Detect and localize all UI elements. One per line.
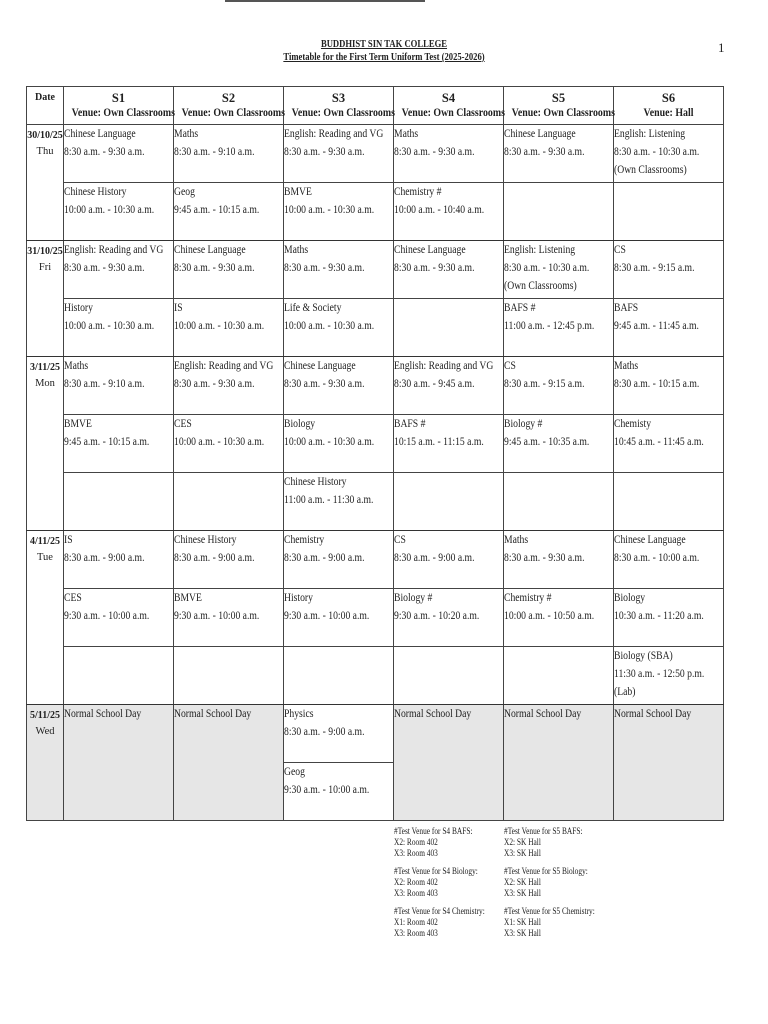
subject-name: Chemisty: [614, 418, 652, 430]
exam-time: 8:30 a.m. - 9:00 a.m.: [284, 552, 365, 564]
exam-time: 10:45 a.m. - 11:45 a.m.: [614, 436, 704, 448]
subject-name: History: [284, 592, 313, 604]
level-header: S4 Venue: Own Classrooms: [394, 87, 504, 125]
s5-venue-notes: [504, 826, 595, 946]
subject-name: Life & Society: [284, 302, 342, 314]
exam-time: 8:30 a.m. - 9:15 a.m.: [504, 378, 585, 390]
weekday-value: Thu: [36, 146, 54, 157]
subject-name: Geog: [284, 766, 305, 778]
weekday-value: Mon: [35, 378, 55, 389]
subject-name: English: Reading and VG: [174, 360, 274, 372]
exam-cell: [174, 647, 284, 705]
level-header: S2 Venue: Own Classrooms: [174, 87, 284, 125]
timetable-row: [27, 241, 724, 299]
subject-name: Biology #: [504, 418, 543, 430]
weekday-value: Fri: [38, 262, 52, 273]
exam-time: 9:45 a.m. - 10:15 a.m.: [64, 436, 150, 448]
exam-cell: [394, 357, 504, 415]
timetable-row: [27, 299, 724, 357]
exam-cell: [394, 589, 504, 647]
exam-cell: [284, 589, 394, 647]
exam-cell: [64, 125, 174, 183]
exam-time: 8:30 a.m. - 9:00 a.m.: [174, 552, 255, 564]
exam-cell: [174, 241, 284, 299]
exam-cell: [174, 473, 284, 531]
weekday-value: Wed: [35, 726, 55, 737]
exam-cell: [174, 183, 284, 241]
subject-name: Chinese Language: [504, 128, 576, 140]
subject-name: Biology: [284, 418, 316, 430]
exam-cell: [284, 183, 394, 241]
note-s5-chemistry: #Test Venue for S5 Chemistry: X1: SK Hall X3: SK Hall: [504, 906, 595, 938]
subject-name: Chinese Language: [64, 128, 136, 140]
exam-cell: [504, 299, 614, 357]
exam-cell: [284, 241, 394, 299]
exam-cell: [504, 357, 614, 415]
timetable-row: [27, 415, 724, 473]
exam-cell: [64, 589, 174, 647]
exam-cell: [614, 647, 724, 705]
normal-school-day-cell: [504, 705, 614, 821]
exam-time: 8:30 a.m. - 9:30 a.m.: [284, 262, 365, 274]
exam-cell: [614, 241, 724, 299]
exam-time: 9:30 a.m. - 10:20 a.m.: [394, 610, 480, 622]
subject-name: English: Reading and VG: [64, 244, 164, 256]
date-cell: [27, 125, 64, 241]
exam-time: 9:45 a.m. - 10:35 a.m.: [504, 436, 590, 448]
subject-name: Chinese History: [284, 476, 347, 488]
exam-cell: [64, 647, 174, 705]
subject-name: English: Listening: [614, 128, 686, 140]
subject-name: Chinese Language: [174, 244, 246, 256]
note-s5-bafs: #Test Venue for S5 BAFS: X2: SK Hall X3: SK Hall: [504, 826, 583, 858]
exam-time: 8:30 a.m. - 9:10 a.m.: [174, 146, 255, 158]
exam-cell: [394, 299, 504, 357]
subject-name: BMVE: [284, 186, 312, 198]
date-cell: [27, 705, 64, 821]
subject-name: Maths: [394, 128, 419, 140]
exam-time: 10:00 a.m. - 10:30 a.m.: [284, 320, 375, 332]
exam-cell: [504, 647, 614, 705]
subject-name: Physics: [284, 708, 314, 720]
exam-time: 8:30 a.m. - 9:30 a.m.: [284, 378, 365, 390]
exam-time: 9:30 a.m. - 10:00 a.m.: [174, 610, 260, 622]
subject-name: CS: [394, 534, 406, 546]
note-s4-biology: #Test Venue for S4 Biology: X2: Room 402 X3: Room 403: [394, 866, 478, 898]
normal-school-day-label: Normal School Day: [394, 708, 472, 720]
date-value: 30/10/25: [27, 130, 63, 141]
timetable-body: [27, 125, 724, 821]
subject-name: English: Reading and VG: [284, 128, 384, 140]
exam-time: 9:30 a.m. - 10:00 a.m.: [64, 610, 150, 622]
exam-cell: [64, 531, 174, 589]
timetable-row: [27, 125, 724, 183]
subject-name: Chinese History: [174, 534, 237, 546]
exam-cell: [504, 473, 614, 531]
date-value: 5/11/25: [29, 710, 60, 721]
exam-time: 9:30 a.m. - 10:00 a.m.: [284, 610, 370, 622]
exam-cell: [284, 705, 394, 763]
timetable-row: [27, 589, 724, 647]
subject-name: BAFS #: [504, 302, 536, 314]
timetable-row: [27, 531, 724, 589]
exam-cell: [504, 531, 614, 589]
exam-cell: [64, 299, 174, 357]
exam-cell: [174, 415, 284, 473]
subject-name: CES: [64, 592, 82, 604]
note-s5-biology: #Test Venue for S5 Biology: X2: SK Hall X3: SK Hall: [504, 866, 588, 898]
exam-cell: [284, 473, 394, 531]
exam-cell: [394, 531, 504, 589]
exam-cell: [504, 415, 614, 473]
exam-time: 8:30 a.m. - 9:00 a.m.: [394, 552, 475, 564]
scan-top-edge: [225, 0, 425, 2]
exam-cell: [504, 183, 614, 241]
normal-school-day-cell: [174, 705, 284, 821]
exam-cell: [614, 589, 724, 647]
exam-time: 8:30 a.m. - 9:30 a.m.: [394, 262, 475, 274]
subject-name: BMVE: [174, 592, 202, 604]
exam-time: 8:30 a.m. - 9:45 a.m.: [394, 378, 475, 390]
date-value: 3/11/25: [29, 362, 60, 373]
subject-name: Maths: [504, 534, 529, 546]
exam-cell: [64, 183, 174, 241]
exam-time: 10:00 a.m. - 10:50 a.m.: [504, 610, 595, 622]
subject-name: Chemistry #: [394, 186, 442, 198]
level-header: S1 Venue: Own Classrooms: [64, 87, 174, 125]
level-header: S5 Venue: Own Classrooms: [504, 87, 614, 125]
subject-name: Geog: [174, 186, 195, 198]
exam-time: 8:30 a.m. - 9:30 a.m.: [504, 552, 585, 564]
level-header: S6 Venue: Hall: [614, 87, 724, 125]
s4-venue-notes: [394, 826, 485, 946]
exam-time: 8:30 a.m. - 9:15 a.m.: [614, 262, 695, 274]
exam-time: 8:30 a.m. - 9:30 a.m.: [174, 262, 255, 274]
exam-venue-note: (Lab): [614, 686, 636, 698]
date-value: 4/11/25: [29, 536, 60, 547]
exam-time: 10:00 a.m. - 10:30 a.m.: [174, 436, 265, 448]
exam-time: 8:30 a.m. - 9:00 a.m.: [284, 726, 365, 738]
exam-time: 8:30 a.m. - 9:10 a.m.: [64, 378, 145, 390]
exam-cell: [394, 183, 504, 241]
date-cell: [27, 241, 64, 357]
timetable-row: [27, 357, 724, 415]
subject-name: CES: [174, 418, 192, 430]
exam-cell: [614, 183, 724, 241]
normal-school-day-label: Normal School Day: [174, 708, 252, 720]
exam-cell: [614, 531, 724, 589]
exam-cell: [174, 531, 284, 589]
normal-school-day-cell: [614, 705, 724, 821]
exam-cell: [64, 415, 174, 473]
exam-cell: [284, 415, 394, 473]
exam-cell: [64, 357, 174, 415]
subject-name: Biology: [614, 592, 646, 604]
subject-name: BAFS: [614, 302, 639, 314]
timetable-row: [27, 183, 724, 241]
timetable-row: [27, 705, 724, 763]
exam-time: 8:30 a.m. - 10:30 a.m.: [614, 146, 700, 158]
exam-time: 8:30 a.m. - 10:00 a.m.: [614, 552, 700, 564]
exam-time: 9:45 a.m. - 10:15 a.m.: [174, 204, 260, 216]
exam-time: 10:00 a.m. - 10:30 a.m.: [284, 204, 375, 216]
exam-time: 8:30 a.m. - 9:30 a.m.: [64, 146, 145, 158]
normal-school-day-cell: [394, 705, 504, 821]
subject-name: Chinese Language: [614, 534, 686, 546]
subject-name: Chinese Language: [394, 244, 466, 256]
exam-venue-note: (Own Classrooms): [614, 164, 687, 176]
subject-name: Maths: [64, 360, 89, 372]
subject-name: IS: [174, 302, 183, 314]
exam-cell: [614, 415, 724, 473]
page-number: 1: [718, 40, 725, 55]
normal-school-day-label: Normal School Day: [614, 708, 692, 720]
exam-time: 8:30 a.m. - 9:30 a.m.: [64, 262, 145, 274]
subject-name: History: [64, 302, 93, 314]
exam-time: 8:30 a.m. - 9:30 a.m.: [394, 146, 475, 158]
subject-name: English: Listening: [504, 244, 576, 256]
date-cell: [27, 357, 64, 531]
exam-cell: [394, 241, 504, 299]
normal-school-day-label: Normal School Day: [504, 708, 582, 720]
subject-name: CS: [614, 244, 626, 256]
subject-name: Chinese Language: [284, 360, 356, 372]
exam-cell: [174, 299, 284, 357]
exam-cell: [504, 241, 614, 299]
exam-time: 8:30 a.m. - 10:15 a.m.: [614, 378, 700, 390]
timetable-row: [27, 647, 724, 705]
subject-name: Maths: [284, 244, 309, 256]
subject-name: BAFS #: [394, 418, 426, 430]
exam-time: 9:30 a.m. - 10:00 a.m.: [284, 784, 370, 796]
subject-name: BMVE: [64, 418, 92, 430]
exam-cell: [284, 357, 394, 415]
exam-cell: [394, 415, 504, 473]
subject-name: Biology (SBA): [614, 650, 673, 662]
subject-name: Chemistry: [284, 534, 325, 546]
timetable: [26, 86, 724, 821]
document-title-block: [69, 38, 699, 64]
exam-cell: [284, 299, 394, 357]
exam-cell: [614, 299, 724, 357]
exam-time: 11:00 a.m. - 11:30 a.m.: [284, 494, 374, 506]
exam-cell: [504, 125, 614, 183]
exam-time: 10:15 a.m. - 11:15 a.m.: [394, 436, 484, 448]
subject-name: Maths: [174, 128, 199, 140]
weekday-value: Tue: [37, 552, 53, 563]
subject-name: Maths: [614, 360, 639, 372]
exam-cell: [284, 531, 394, 589]
timetable-title: Timetable for the First Term Uniform Test (2025-2026): [283, 52, 485, 63]
exam-cell: [394, 125, 504, 183]
note-s4-bafs: #Test Venue for S4 BAFS: X2: Room 402 X3: Room 403: [394, 826, 473, 858]
exam-time: 8:30 a.m. - 10:30 a.m.: [504, 262, 590, 274]
subject-name: Chinese History: [64, 186, 127, 198]
normal-school-day-label: Normal School Day: [64, 708, 142, 720]
subject-name: Chemistry #: [504, 592, 552, 604]
exam-venue-note: (Own Classrooms): [504, 280, 577, 292]
subject-name: CS: [504, 360, 516, 372]
exam-time: 10:00 a.m. - 10:30 a.m.: [64, 320, 155, 332]
exam-time: 8:30 a.m. - 9:30 a.m.: [174, 378, 255, 390]
exam-time: 8:30 a.m. - 9:30 a.m.: [504, 146, 585, 158]
note-s4-chemistry: #Test Venue for S4 Chemistry: X1: Room 402 X3: Room 403: [394, 906, 485, 938]
exam-cell: [284, 647, 394, 705]
exam-cell: [64, 241, 174, 299]
exam-cell: [394, 647, 504, 705]
exam-time: 9:45 a.m. - 11:45 a.m.: [614, 320, 699, 332]
exam-cell: [174, 589, 284, 647]
exam-cell: [64, 473, 174, 531]
exam-cell: [614, 473, 724, 531]
subject-name: IS: [64, 534, 73, 546]
header-row: [27, 87, 724, 125]
exam-time: 10:00 a.m. - 10:30 a.m.: [64, 204, 155, 216]
date-cell: [27, 531, 64, 705]
exam-time: 8:30 a.m. - 9:30 a.m.: [284, 146, 365, 158]
exam-time: 11:00 a.m. - 12:45 p.m.: [504, 320, 595, 332]
date-header: Date: [27, 87, 64, 125]
exam-cell: [504, 589, 614, 647]
exam-cell: [614, 357, 724, 415]
subject-name: Biology #: [394, 592, 433, 604]
exam-time: 10:00 a.m. - 10:40 a.m.: [394, 204, 485, 216]
exam-cell: [174, 125, 284, 183]
exam-cell: [284, 125, 394, 183]
timetable-row: [27, 473, 724, 531]
subject-name: English: Reading and VG: [394, 360, 494, 372]
exam-time: 8:30 a.m. - 9:00 a.m.: [64, 552, 145, 564]
level-header: S3 Venue: Own Classrooms: [284, 87, 394, 125]
school-name: BUDDHIST SIN TAK COLLEGE: [320, 39, 448, 50]
normal-school-day-cell: [64, 705, 174, 821]
exam-time: 10:00 a.m. - 10:30 a.m.: [284, 436, 375, 448]
exam-time: 11:30 a.m. - 12:50 p.m.: [614, 668, 705, 680]
exam-cell: [174, 357, 284, 415]
exam-cell: [614, 125, 724, 183]
exam-time: 10:00 a.m. - 10:30 a.m.: [174, 320, 265, 332]
date-value: 31/10/25: [27, 246, 63, 257]
exam-time: 10:30 a.m. - 11:20 a.m.: [614, 610, 704, 622]
exam-cell: [394, 473, 504, 531]
exam-cell: [284, 763, 394, 821]
